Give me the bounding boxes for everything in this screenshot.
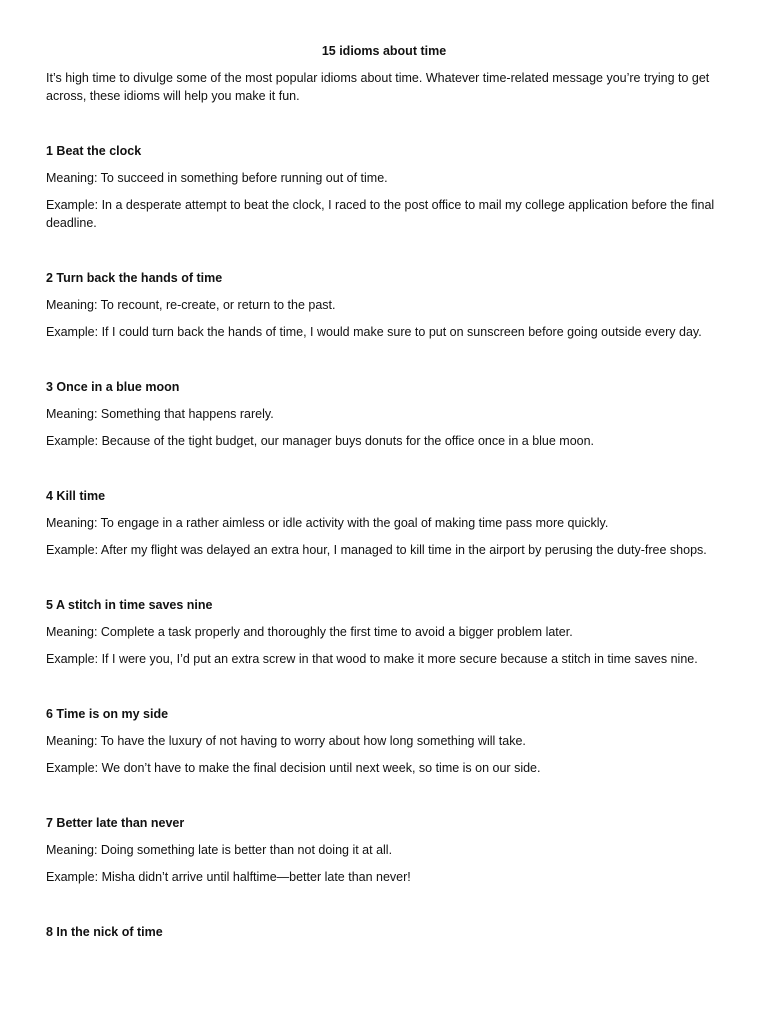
idiom-heading: 8 In the nick of time (46, 925, 163, 939)
idiom-meaning: Meaning: Something that happens rarely. (46, 407, 274, 421)
intro-paragraph: It’s high time to divulge some of the most popular idioms about time. Whatever time-related message you’re trying to get across, these idioms will help you make it fun. (46, 71, 710, 103)
idiom-section (46, 596, 722, 668)
idiom-example: Example: In a desperate attempt to beat the clock, I raced to the post office to mail my college application before the final deadline. (46, 198, 715, 230)
idiom-meaning: Meaning: To succeed in something before running out of time. (46, 171, 388, 185)
idiom-heading: 3 Once in a blue moon (46, 380, 180, 394)
idiom-section (46, 487, 722, 559)
idiom-meaning: Meaning: Doing something late is better than not doing it at all. (46, 843, 393, 857)
idiom-section (46, 378, 722, 450)
idiom-heading: 1 Beat the clock (46, 144, 142, 158)
idiom-heading: 2 Turn back the hands of time (46, 271, 223, 285)
idiom-section (46, 269, 722, 341)
idiom-example: Example: If I were you, I’d put an extra screw in that wood to make it more secure because a stitch in time saves nine. (46, 652, 698, 666)
idiom-meaning: Meaning: To recount, re-create, or return to the past. (46, 298, 336, 312)
idiom-section (46, 142, 722, 232)
idiom-heading: 5 A stitch in time saves nine (46, 598, 213, 612)
idiom-meaning: Meaning: Complete a task properly and thoroughly the first time to avoid a bigger problem later. (46, 625, 573, 639)
idiom-example: Example: Misha didn’t arrive until halftime—better late than never! (46, 870, 411, 884)
document-title: 15 idioms about time (321, 44, 447, 58)
idiom-heading: 7 Better late than never (46, 816, 185, 830)
idiom-example: Example: If I could turn back the hands of time, I would make sure to put on sunscreen before going outside every day. (46, 325, 702, 339)
idiom-meaning: Meaning: To engage in a rather aimless or idle activity with the goal of making time pass more quickly. (46, 516, 609, 530)
idiom-heading: 4 Kill time (46, 489, 106, 503)
idiom-section (46, 705, 722, 777)
idiom-section (46, 814, 722, 886)
idiom-example: Example: Because of the tight budget, our manager buys donuts for the office once in a blue moon. (46, 434, 595, 448)
idiom-heading: 6 Time is on my side (46, 707, 169, 721)
idiom-example: Example: We don’t have to make the final decision until next week, so time is on our side. (46, 761, 541, 775)
idiom-example: Example: After my flight was delayed an extra hour, I managed to kill time in the airport by perusing the duty-free shops. (46, 543, 707, 557)
idiom-section (46, 923, 722, 941)
idiom-meaning: Meaning: To have the luxury of not having to worry about how long something will take. (46, 734, 526, 748)
